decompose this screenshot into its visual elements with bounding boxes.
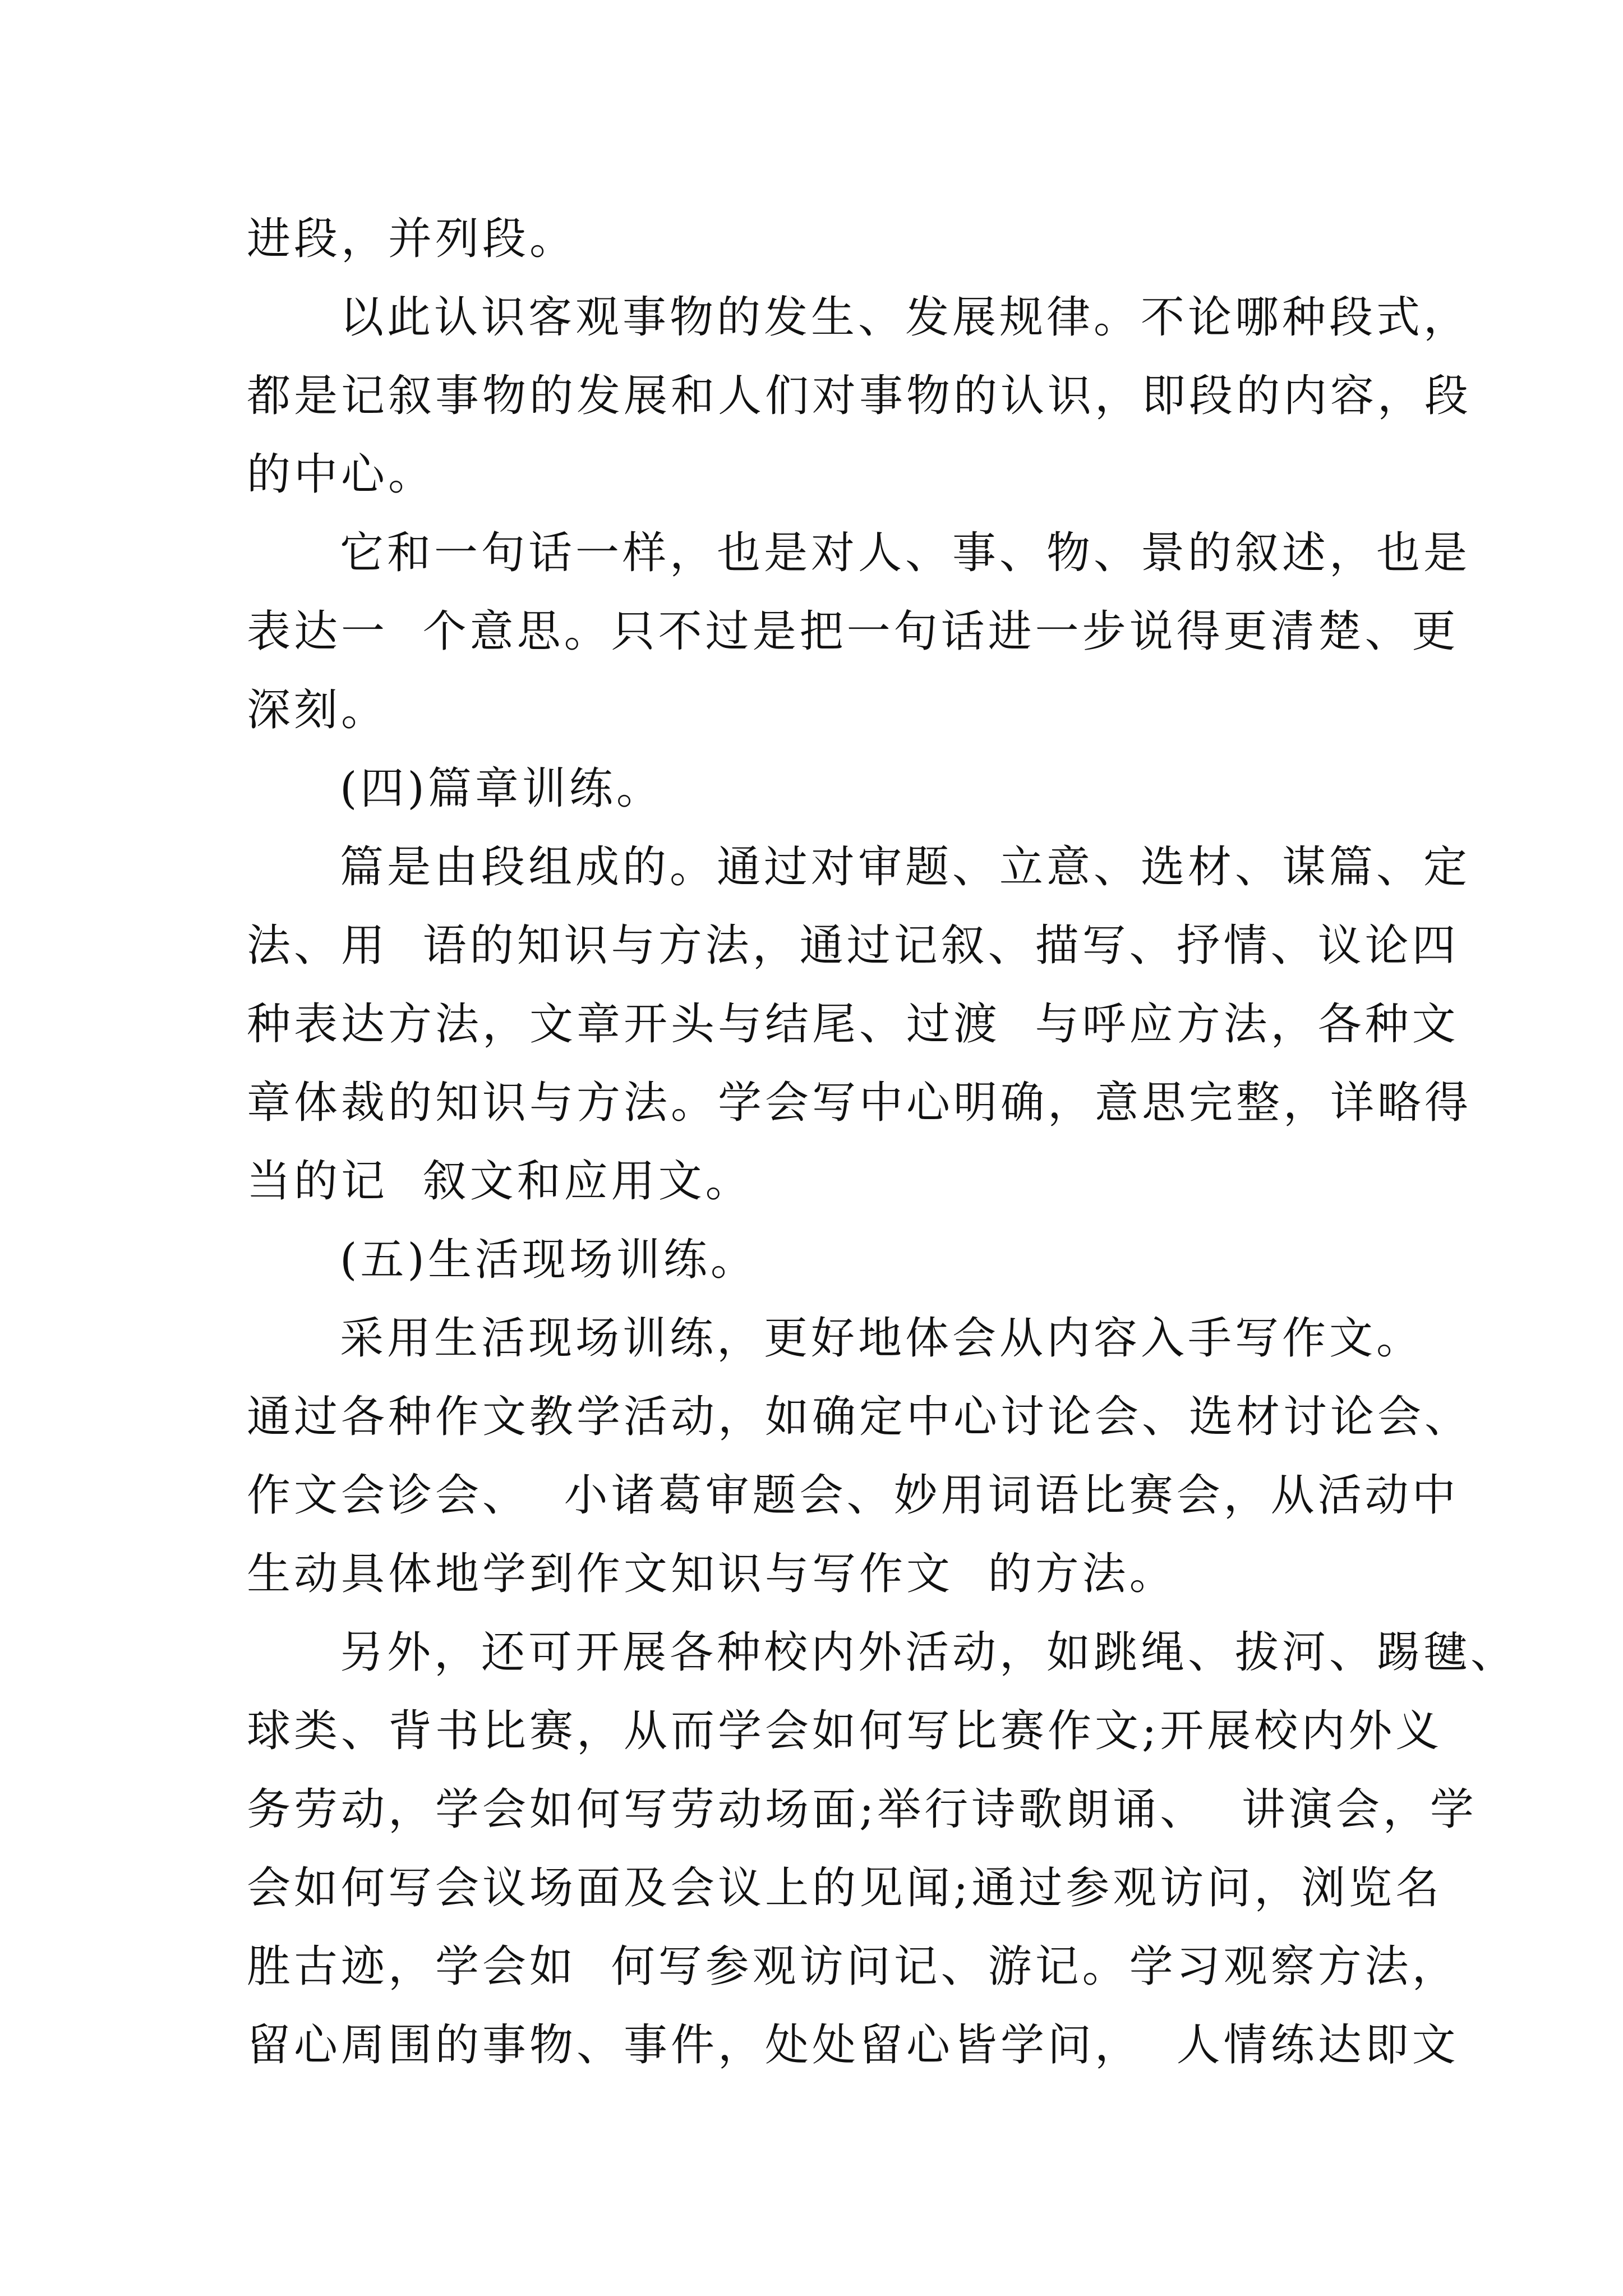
text-line: 法、用 语的知识与方法，通过记叙、描写、抒情、议论四 <box>247 921 1459 971</box>
text-line: 篇是由段组成的。通过对审题、立意、选材、谋篇、定 <box>340 842 1471 892</box>
section-heading: (五)生活现场训练。 <box>340 1235 758 1285</box>
text-line: 的中心。 <box>247 449 436 500</box>
section-heading: (四)篇章训练。 <box>340 763 663 814</box>
text-line: 务劳动，学会如何写劳动场面;举行诗歌朗诵、 讲演会，学 <box>247 1784 1477 1835</box>
text-line: 会如何写会议场面及会议上的见闻;通过参观访问，浏览名 <box>247 1863 1443 1913</box>
text-line: 胜古迹，学会如 何写参观访问记、游记。学习观察方法， <box>247 1941 1459 1992</box>
text-line: 深刻。 <box>247 685 389 735</box>
text-line: 作文会诊会、 小诸葛审题会、妙用词语比赛会，从活动中 <box>247 1470 1459 1521</box>
text-line: 留心周围的事物、事件，处处留心皆学问， 人情练达即文 <box>247 2020 1459 2070</box>
text-line: 通过各种作文教学活动，如确定中心讨论会、选材讨论会、 <box>247 1392 1472 1442</box>
text-line: 以此认识客观事物的发生、发展规律。不论哪种段式， <box>340 292 1471 343</box>
text-line: 它和一句话一样，也是对人、事、物、景的叙述，也是 <box>340 528 1471 578</box>
text-line: 另外，还可开展各种校内外活动，如跳绳、拔河、踢毽、 <box>340 1627 1518 1678</box>
text-line: 采用生活现场训练，更好地体会从内容入手写作文。 <box>340 1313 1424 1364</box>
text-line: 种表达方法，文章开头与结尾、过渡 与呼应方法，各种文 <box>247 999 1459 1050</box>
text-line: 生动具体地学到作文知识与写作文 的方法。 <box>247 1549 1177 1599</box>
text-line: 进段，并列段。 <box>247 214 577 264</box>
text-line: 都是记叙事物的发展和人们对事物的认识，即段的内容，段 <box>247 371 1472 421</box>
text-line: 球类、背书比赛，从而学会如何写比赛作文;开展校内外义 <box>247 1706 1443 1756</box>
text-line: 章体裁的知识与方法。学会写中心明确，意思完整，详略得 <box>247 1078 1472 1128</box>
text-line: 当的记 叙文和应用文。 <box>247 1156 753 1207</box>
text-line: 表达一 个意思。只不过是把一句话进一步说得更清楚、更 <box>247 606 1459 657</box>
